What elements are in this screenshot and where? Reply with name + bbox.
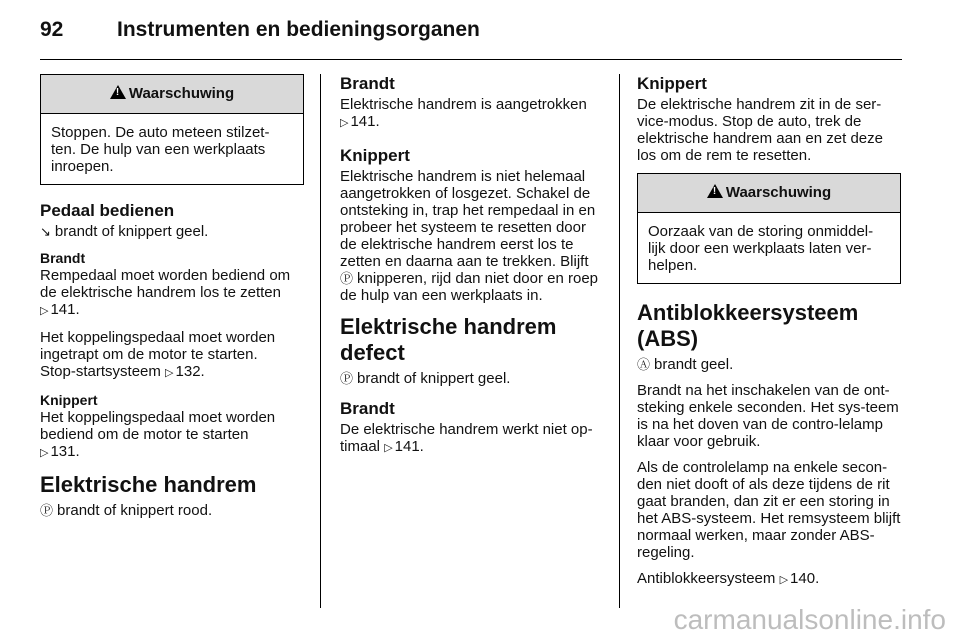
knippert-heading: Knippert [637, 74, 707, 93]
reference-arrow-icon: ▷ [40, 447, 49, 459]
page-ref[interactable]: 132. [175, 363, 205, 380]
reference-arrow-icon: ▷ [779, 574, 789, 586]
warning-triangle-icon [110, 85, 126, 99]
brandt2-text: De elektrische handrem werkt niet op-timaal [340, 421, 593, 455]
column-3 [637, 74, 901, 598]
warning-label: Waarschuwing [128, 85, 235, 102]
brandt2-heading: Brandt [340, 399, 395, 418]
brake-icon: Ⓟ [40, 503, 54, 518]
knippert-text: De elektrische handrem zit in de ser-vice-modus. Stop de auto, trek de elektrische handrem aan en zet deze los om de rem te resetten. [637, 96, 883, 164]
stopstart-text: Stop-startsysteem [40, 363, 161, 380]
warning-text: Stoppen. De auto meteen stilzet-ten. De hulp van een werkplaats inroepen. [51, 124, 270, 175]
warning-box [637, 173, 901, 284]
column-divider [320, 74, 321, 608]
knippert-heading: Knippert [40, 392, 98, 408]
reference-arrow-icon: ▷ [165, 367, 174, 379]
knippert-text-2a: Blijft [560, 253, 589, 270]
abs-icon: Ⓐ [637, 357, 651, 372]
reference-arrow-icon: ▷ [384, 442, 393, 454]
brandt-text: Rempedaal moet worden bediend om de elektrische handrem los te zetten [40, 267, 291, 301]
handbrake-heading: Elektrische handrem [40, 472, 257, 497]
brake-icon: Ⓟ [340, 271, 354, 286]
knippert-text: Het koppelingspedaal moet worden bediend om de motor te starten [40, 409, 276, 443]
defect-line: brandt of knippert geel. [357, 370, 511, 387]
page-ref[interactable]: 140. [790, 570, 820, 587]
warning-box [40, 74, 304, 185]
column-2 [340, 74, 604, 466]
abs-paragraph-1: Brandt na het inschakelen van de ont-steking enkele seconden. Het sys-teem is na het doven van de contro-lelamp klaar voor gebruik. [637, 382, 899, 450]
warning-text: Oorzaak van de storing onmiddel-lijk door een werkplaats laten ver-helpen. [648, 223, 874, 274]
reference-arrow-icon: ▷ [340, 117, 349, 129]
abs-paragraph-3: Antiblokkeersysteem [637, 570, 776, 587]
page-ref[interactable]: 141. [50, 301, 80, 318]
pedal-line: brandt of knippert geel. [54, 223, 209, 240]
handbrake-line: brandt of knippert rood. [57, 502, 213, 519]
header-rule [40, 59, 902, 60]
abs-line: brandt geel. [654, 356, 734, 373]
clutch-text: Het koppelingspedaal moet worden ingetrapt om de motor te starten. [40, 329, 276, 363]
knippert-text-2b: knipperen, rijd dan niet door en roep de hulp van een werkplaats in. [340, 270, 599, 304]
page-ref[interactable]: 141. [350, 113, 380, 130]
brandt-heading: Brandt [340, 74, 395, 93]
warning-header [41, 75, 303, 114]
brandt-text: Elektrische handrem is aangetrokken [340, 96, 587, 113]
warning-label: Waarschuwing [725, 184, 832, 201]
page-ref[interactable]: 141. [394, 438, 424, 455]
defect-heading: Elektrische handrem defect [340, 314, 557, 365]
reference-arrow-icon: ▷ [40, 305, 49, 317]
knippert-text: Elektrische handrem is niet helemaal aangetrokken of losgezet. Schakel de ontsteking in, trap het rempedaal in en probeer het systeem te resetten door de elektrische handrem eerst los te zetten en daarna aan te trekken. [340, 168, 596, 270]
pedal-heading: Pedaal bedienen [40, 201, 175, 220]
column-1 [40, 74, 304, 528]
page-number: 92 [40, 18, 64, 41]
column-divider [619, 74, 620, 608]
brandt-heading: Brandt [40, 250, 86, 266]
page-ref[interactable]: 131. [50, 443, 80, 460]
abs-paragraph-2: Als de controlelamp na enkele secon-den niet dooft of als deze tijdens de rit gaat branden, dan zit er een storing in het ABS-systeem. Het remsysteem blijft normaal werken, maar zonder ABS-regeling. [637, 459, 901, 561]
watermark: carmanualsonline.info [673, 604, 946, 635]
page-title: Instrumenten en bedieningsorganen [117, 18, 480, 41]
knippert-heading: Knippert [340, 146, 410, 165]
warning-triangle-icon [707, 184, 723, 198]
page-header [40, 14, 920, 54]
abs-heading: Antiblokkeersysteem (ABS) [637, 300, 859, 351]
brake-defect-icon: Ⓟ [340, 371, 354, 386]
warning-header [638, 174, 900, 213]
pedal-icon: ↘ [40, 224, 51, 239]
